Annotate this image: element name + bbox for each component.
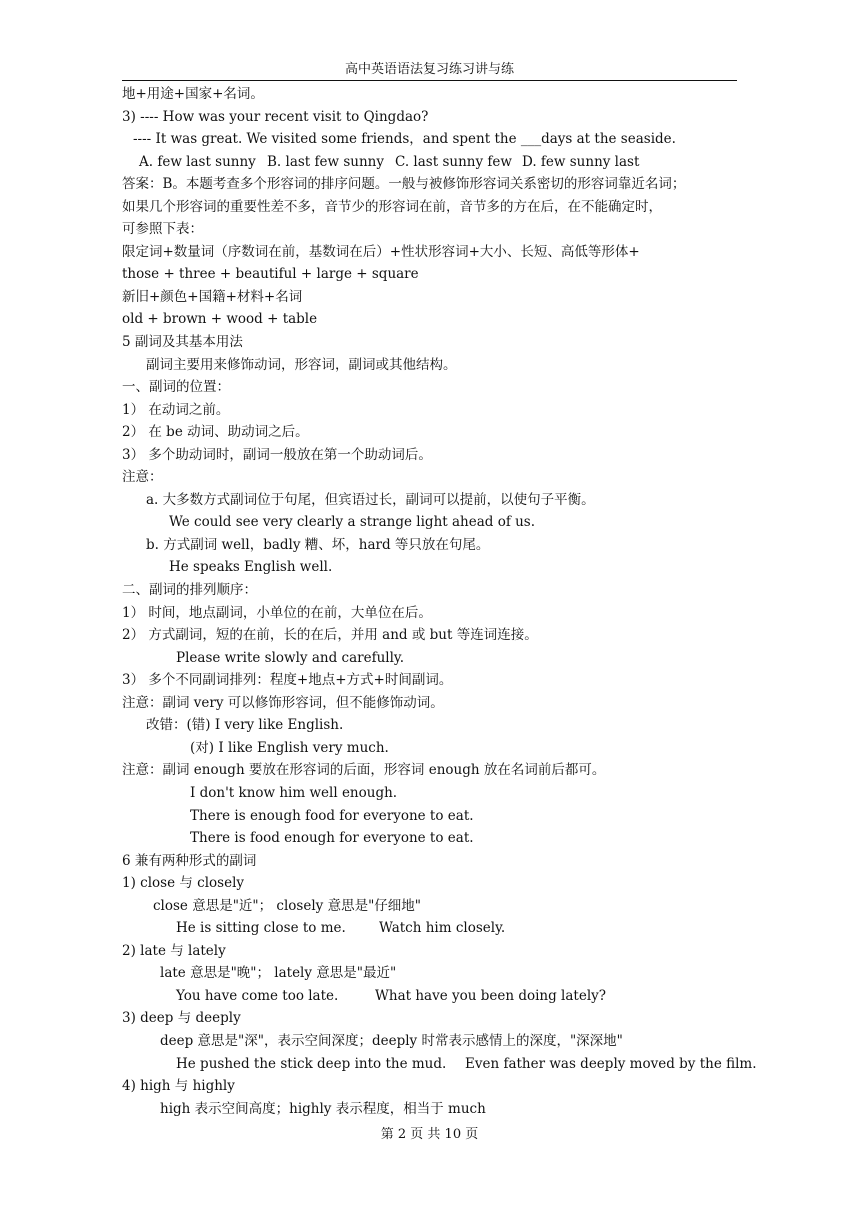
example-right: Even father was deeply moved by the film.	[465, 1055, 757, 1072]
example-line: old + brown + wood + table	[122, 311, 318, 328]
example-sentence: We could see very clearly a strange light ahead of us.	[169, 514, 536, 531]
note-line: 注意：副词 very 可以修饰形容词，但不能修饰动词。	[122, 694, 444, 711]
example-sentence: He speaks English well.	[169, 559, 333, 576]
text-line: 可参照下表：	[122, 221, 203, 238]
text-line: 副词主要用来修饰动词，形容词，副词或其他结构。	[146, 356, 457, 373]
example-line: those + three + beautiful + large + square	[122, 266, 419, 283]
list-item: 1) close 与 closely	[122, 875, 245, 892]
note-item: a. 大多数方式副词位于句尾，但宾语过长，副词可以提前，以使句子平衡。	[146, 491, 595, 508]
section-heading: 6 兼有两种形式的副词	[122, 852, 257, 869]
section-heading: 5 副词及其基本用法	[122, 334, 243, 351]
definition-line: close 意思是"近"； closely 意思是"仔细地"	[153, 897, 422, 914]
example-left: You have come too late.	[176, 987, 339, 1004]
answer-prompt-line: ---- It was great. We visited some friends，and spent the ___days at the seaside.	[133, 131, 676, 148]
list-item: 2） 方式副词，短的在前，长的在后，并用 and 或 but 等连词连接。	[122, 627, 538, 644]
page-footer: 第 2 页 共 10 页	[380, 1127, 479, 1142]
subsection-heading: 二、副词的排列顺序：	[122, 582, 257, 599]
option-b: B. last few sunny	[267, 153, 384, 170]
example-pair	[122, 985, 762, 1008]
example-pair	[122, 1053, 762, 1076]
note-line: 注意：副词 enough 要放在形容词的后面，形容词 enough 放在名词前后都可。	[122, 762, 606, 779]
list-item: 2) late 与 lately	[122, 942, 226, 959]
options-line	[122, 151, 762, 174]
list-item: 2） 在 be 动词、助动词之后。	[122, 424, 309, 441]
list-item: 1） 时间，地点副词，小单位的在前，大单位在后。	[122, 604, 432, 621]
definition-line: deep 意思是"深"，表示空间深度；deeply 时常表示感情上的深度，"深深地"	[160, 1032, 623, 1049]
option-a: A. few last sunny	[139, 153, 256, 170]
example-pair	[122, 917, 762, 940]
text-line: 答案：B。本题考查多个形容词的排序问题。一般与被修饰形容词关系密切的形容词靠近名词；	[122, 176, 686, 193]
note-item: b. 方式副词 well，badly 糟、坏，hard 等只放在句尾。	[146, 536, 490, 553]
subsection-heading: 一、副词的位置：	[122, 379, 230, 396]
correction-wrong: 改错：(错) I very like English.	[146, 717, 344, 734]
example-sentence: There is food enough for everyone to eat.	[190, 830, 474, 847]
text-line: 地+用途+国家+名词。	[122, 86, 264, 102]
correction-right: (对) I like English very much.	[190, 739, 389, 756]
list-item: 4) high 与 highly	[122, 1078, 235, 1095]
document-body	[122, 83, 762, 1120]
definition-line: high 表示空间高度；highly 表示程度，相当于 much	[160, 1100, 486, 1117]
example-sentence: Please write slowly and carefully.	[176, 649, 405, 666]
option-d: D. few sunny last	[522, 153, 640, 170]
question-line: 3) ---- How was your recent visit to Qingdao?	[122, 108, 429, 125]
example-left: He pushed the stick deep into the mud.	[176, 1055, 447, 1072]
example-sentence: I don't know him well enough.	[190, 784, 398, 801]
option-c: C. last sunny few	[395, 153, 512, 170]
list-item: 3) deep 与 deeply	[122, 1010, 241, 1027]
example-left: He is sitting close to me.	[176, 920, 346, 937]
definition-line: late 意思是"晚"； lately 意思是"最近"	[160, 965, 397, 982]
list-item: 3） 多个不同副词排列：程度+地点+方式+时间副词。	[122, 672, 453, 689]
text-line: 限定词+数量词（序数词在前，基数词在后）+性状形容词+大小、长短、高低等形体+	[122, 243, 640, 260]
page-header: 高中英语语法复习练习讲与练	[344, 62, 514, 77]
list-item: 1） 在动词之前。	[122, 401, 230, 418]
example-sentence: There is enough food for everyone to eat.	[190, 807, 474, 824]
text-line: 如果几个形容词的重要性差不多，音节少的形容词在前，音节多的方在后，在不能确定时，	[122, 198, 662, 215]
header-divider	[122, 80, 737, 81]
list-item: 3） 多个助动词时，副词一般放在第一个助动词后。	[122, 446, 432, 463]
example-right: What have you been doing lately?	[375, 987, 607, 1004]
text-line: 新旧+颜色+国籍+材料+名词	[122, 288, 303, 305]
example-right: Watch him closely.	[379, 920, 506, 937]
note-label: 注意：	[122, 469, 163, 486]
